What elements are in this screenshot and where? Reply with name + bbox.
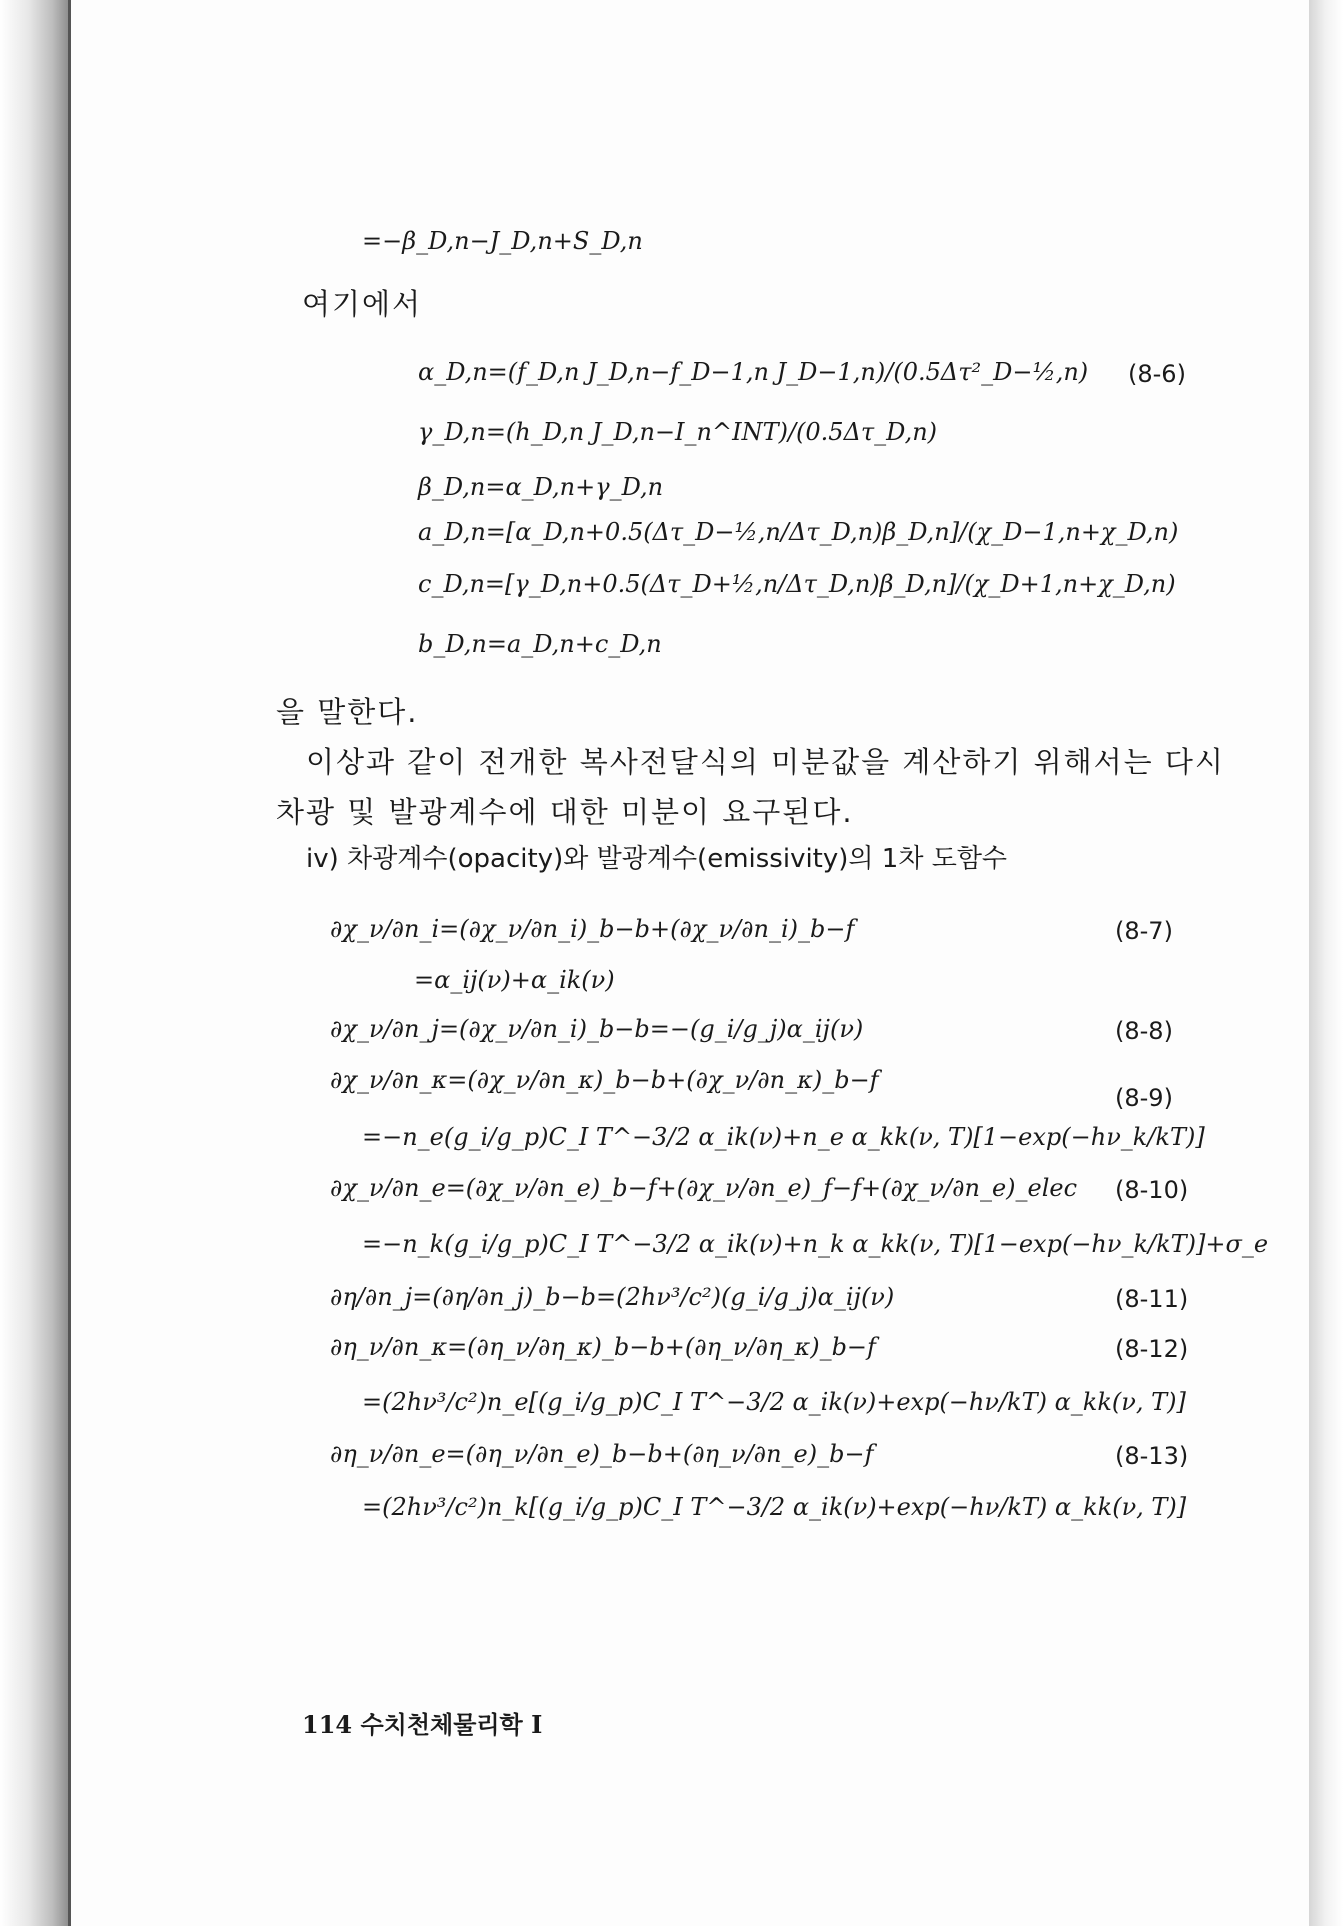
- equation-line: =−n_e(g_i/g_p)C_I T^−3/2 α_ik(ν)+n_e α_kk(ν, T)[1−exp(−hν_k/kT)]: [362, 1123, 1205, 1151]
- equation-number: (8-10): [1115, 1176, 1189, 1204]
- equation-line: ∂η_ν/∂n_κ=(∂η_ν/∂η_κ)_b−b+(∂η_ν/∂η_κ)_b−f: [330, 1333, 876, 1361]
- equation-line: ∂χ_ν/∂n_i=(∂χ_ν/∂n_i)_b−b+(∂χ_ν/∂n_i)_b−f: [330, 915, 855, 943]
- equation-line: ∂χ_ν/∂n_κ=(∂χ_ν/∂n_κ)_b−b+(∂χ_ν/∂n_κ)_b−f: [330, 1066, 879, 1094]
- equation-number: (8-12): [1115, 1335, 1189, 1363]
- equation-line: =(2hν³/c²)n_k[(g_i/g_p)C_I T^−3/2 α_ik(ν)+exp(−hν/kT) α_kk(ν, T)]: [362, 1493, 1187, 1521]
- equation-line: c_D,n=[γ_D,n+0.5(Δτ_D+½,n/Δτ_D,n)β_D,n]/(χ_D+1,n+χ_D,n): [418, 570, 1176, 598]
- page-right-edge: [1309, 0, 1343, 1926]
- equation-line: β_D,n=α_D,n+γ_D,n: [418, 473, 664, 501]
- equation-number: (8-8): [1115, 1017, 1173, 1045]
- equation-line: ∂η_ν/∂n_e=(∂η_ν/∂n_e)_b−b+(∂η_ν/∂n_e)_b−f: [330, 1440, 874, 1468]
- equation-number: (8-9): [1115, 1084, 1173, 1112]
- equation-line: =−β_D,n−J_D,n+S_D,n: [362, 227, 643, 255]
- equation-number: (8-13): [1115, 1442, 1189, 1470]
- equation-line: α_D,n=(f_D,n J_D,n−f_D−1,n J_D−1,n)/(0.5Δτ²_D−½,n): [418, 358, 1089, 386]
- equation-line: ∂χ_ν/∂n_e=(∂χ_ν/∂n_e)_b−f+(∂χ_ν/∂n_e)_f−f+(∂χ_ν/∂n_e)_elec: [330, 1174, 1078, 1202]
- text-line: 이상과 같이 전개한 복사전달식의 미분값을 계산하기 위해서는 다시: [306, 745, 1225, 779]
- equation-line: γ_D,n=(h_D,n J_D,n−I_n^INT)/(0.5Δτ_D,n): [418, 418, 938, 446]
- equation-line: ∂η/∂n_j=(∂η/∂n_j)_b−b=(2hν³/c²)(g_i/g_j)α_ij(ν): [330, 1283, 895, 1311]
- equation-line: =(2hν³/c²)n_e[(g_i/g_p)C_I T^−3/2 α_ik(ν)+exp(−hν/kT) α_kk(ν, T)]: [362, 1388, 1186, 1416]
- text-line: 을 말한다.: [276, 695, 419, 729]
- equation-line: ∂χ_ν/∂n_j=(∂χ_ν/∂n_i)_b−b=−(g_i/g_j)α_ij(ν): [330, 1015, 864, 1043]
- book-page: [71, 0, 1309, 1926]
- equation-line: b_D,n=a_D,n+c_D,n: [418, 630, 662, 658]
- text-line: 여기에서: [302, 287, 423, 321]
- equation-number: (8-6): [1128, 360, 1186, 388]
- text-line: 차광 및 발광계수에 대한 미분이 요구된다.: [276, 795, 854, 829]
- section-heading: iv) 차광계수(opacity)와 발광계수(emissivity)의 1차 도함수: [306, 844, 1008, 874]
- equation-line: =−n_k(g_i/g_p)C_I T^−3/2 α_ik(ν)+n_k α_kk(ν, T)[1−exp(−hν_k/kT)]+σ_e: [362, 1230, 1269, 1258]
- equation-number: (8-7): [1115, 917, 1173, 945]
- equation-line: a_D,n=[α_D,n+0.5(Δτ_D−½,n/Δτ_D,n)β_D,n]/(χ_D−1,n+χ_D,n): [418, 518, 1179, 546]
- equation-line: =α_ij(ν)+α_ik(ν): [414, 966, 615, 994]
- book-spine-shadow: [0, 0, 70, 1926]
- page-footer: 114 수치천체물리학 I: [302, 1710, 543, 1739]
- equation-number: (8-11): [1115, 1285, 1189, 1313]
